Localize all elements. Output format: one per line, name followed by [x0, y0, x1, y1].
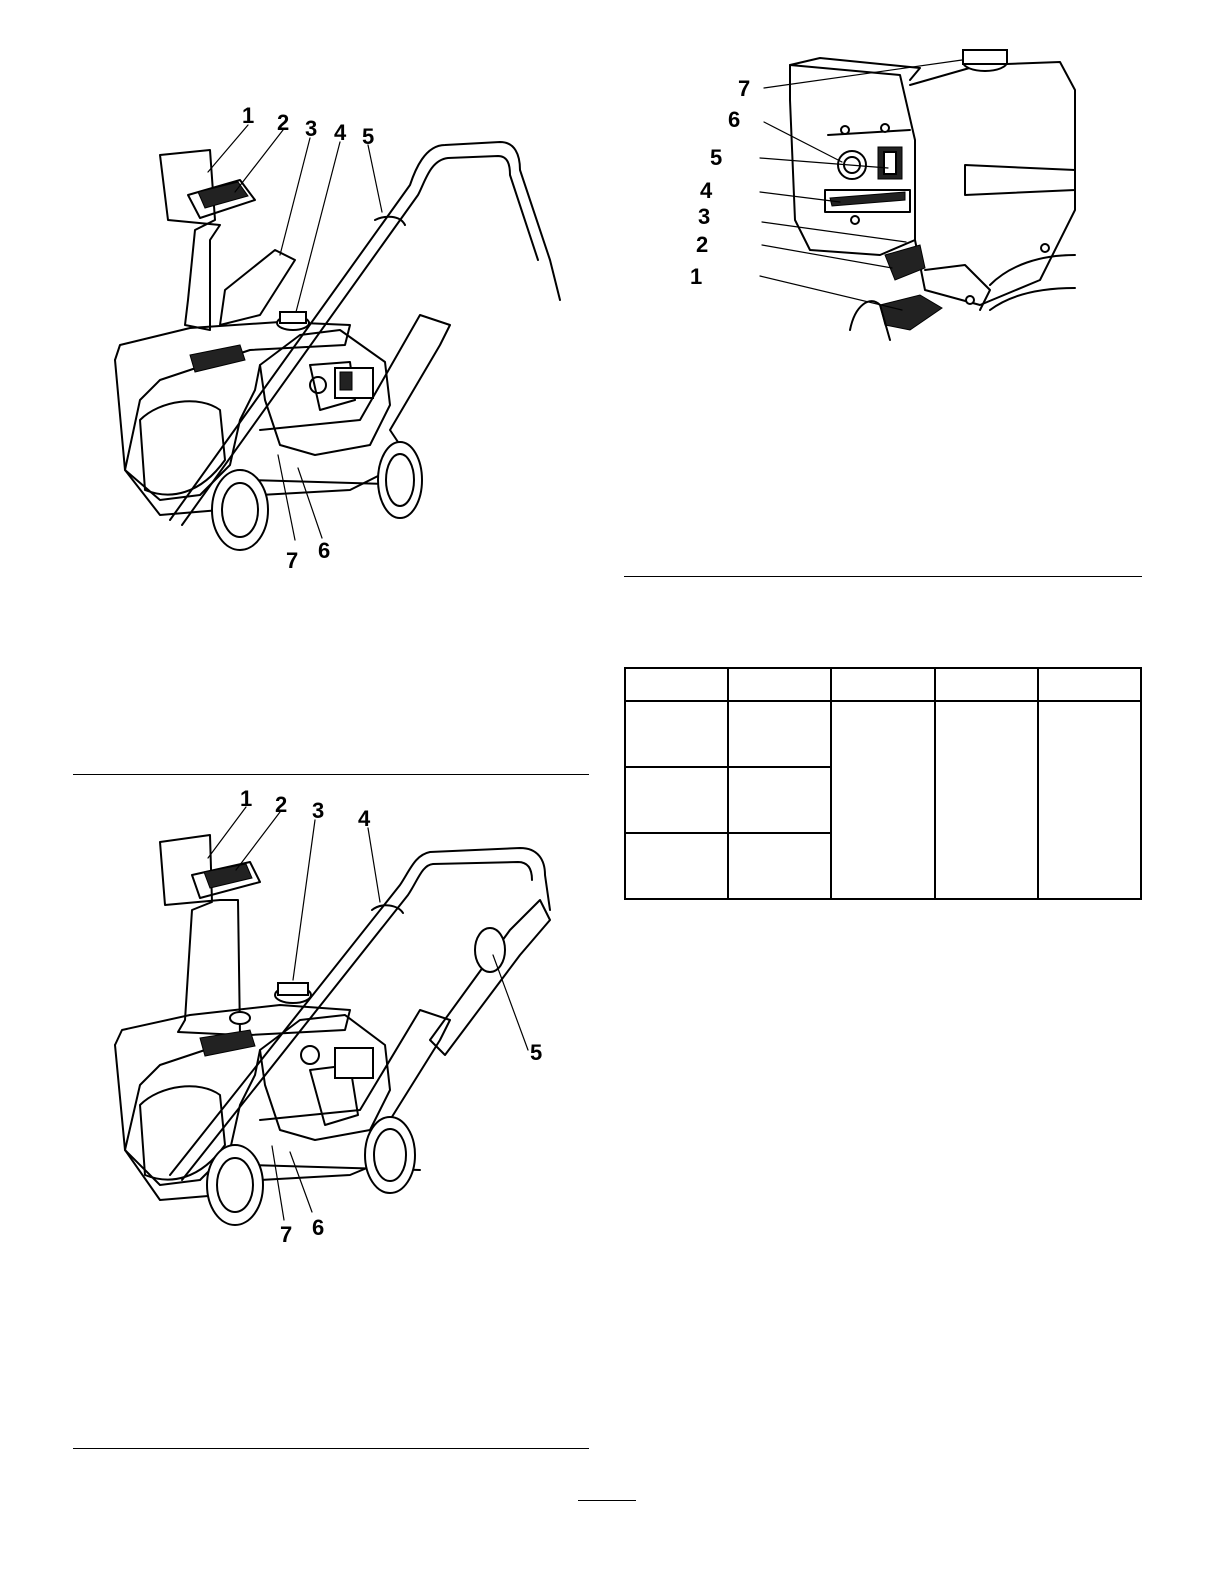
table-cell [728, 767, 831, 833]
table-header-cell [728, 668, 831, 701]
callout-7: 7 [280, 1222, 293, 1247]
divider-right-top [624, 576, 1142, 577]
callout-2: 2 [277, 110, 290, 135]
callout-3: 3 [312, 798, 325, 823]
callout-2: 2 [275, 792, 288, 817]
table-cell [625, 767, 728, 833]
table-header-cell [1038, 668, 1141, 701]
callout-4: 4 [334, 120, 347, 145]
figure-engine-controls [680, 40, 1080, 350]
table-header-cell [625, 668, 728, 701]
callout-7: 7 [286, 548, 299, 573]
callout-2: 2 [696, 232, 709, 257]
callout-5: 5 [362, 124, 375, 149]
figure-snowthrower-bottom [100, 780, 580, 1250]
page-number-rule [578, 1500, 636, 1501]
table-header-cell [935, 668, 1038, 701]
callout-4: 4 [700, 178, 713, 203]
snowthrower-illustration-bottom [100, 780, 580, 1250]
callout-1: 1 [242, 103, 255, 128]
callout-7: 7 [738, 76, 751, 101]
table-cell-merged [831, 701, 934, 899]
table-header-row [625, 668, 1141, 701]
callout-1: 1 [690, 264, 703, 289]
table-cell-merged [1038, 701, 1141, 899]
callout-1: 1 [240, 786, 253, 811]
table-header-cell [831, 668, 934, 701]
table-cell [728, 701, 831, 767]
table-cell [625, 701, 728, 767]
callout-6: 6 [728, 107, 741, 132]
engine-controls-illustration [680, 40, 1080, 350]
table-cell [625, 833, 728, 899]
callout-4: 4 [358, 806, 371, 831]
figure-snowthrower-top [100, 100, 580, 580]
callout-3: 3 [305, 116, 318, 141]
callout-6: 6 [318, 538, 331, 563]
divider-left-bottom [73, 1448, 589, 1449]
callout-3: 3 [698, 204, 711, 229]
table-cell-merged [935, 701, 1038, 899]
table-cell [728, 833, 831, 899]
divider-left-middle [73, 774, 589, 775]
snowthrower-illustration-top [100, 100, 580, 580]
table-row [625, 701, 1141, 767]
callout-6: 6 [312, 1215, 325, 1240]
callout-5: 5 [530, 1040, 543, 1065]
spec-table [624, 667, 1142, 900]
callout-5: 5 [710, 145, 723, 170]
